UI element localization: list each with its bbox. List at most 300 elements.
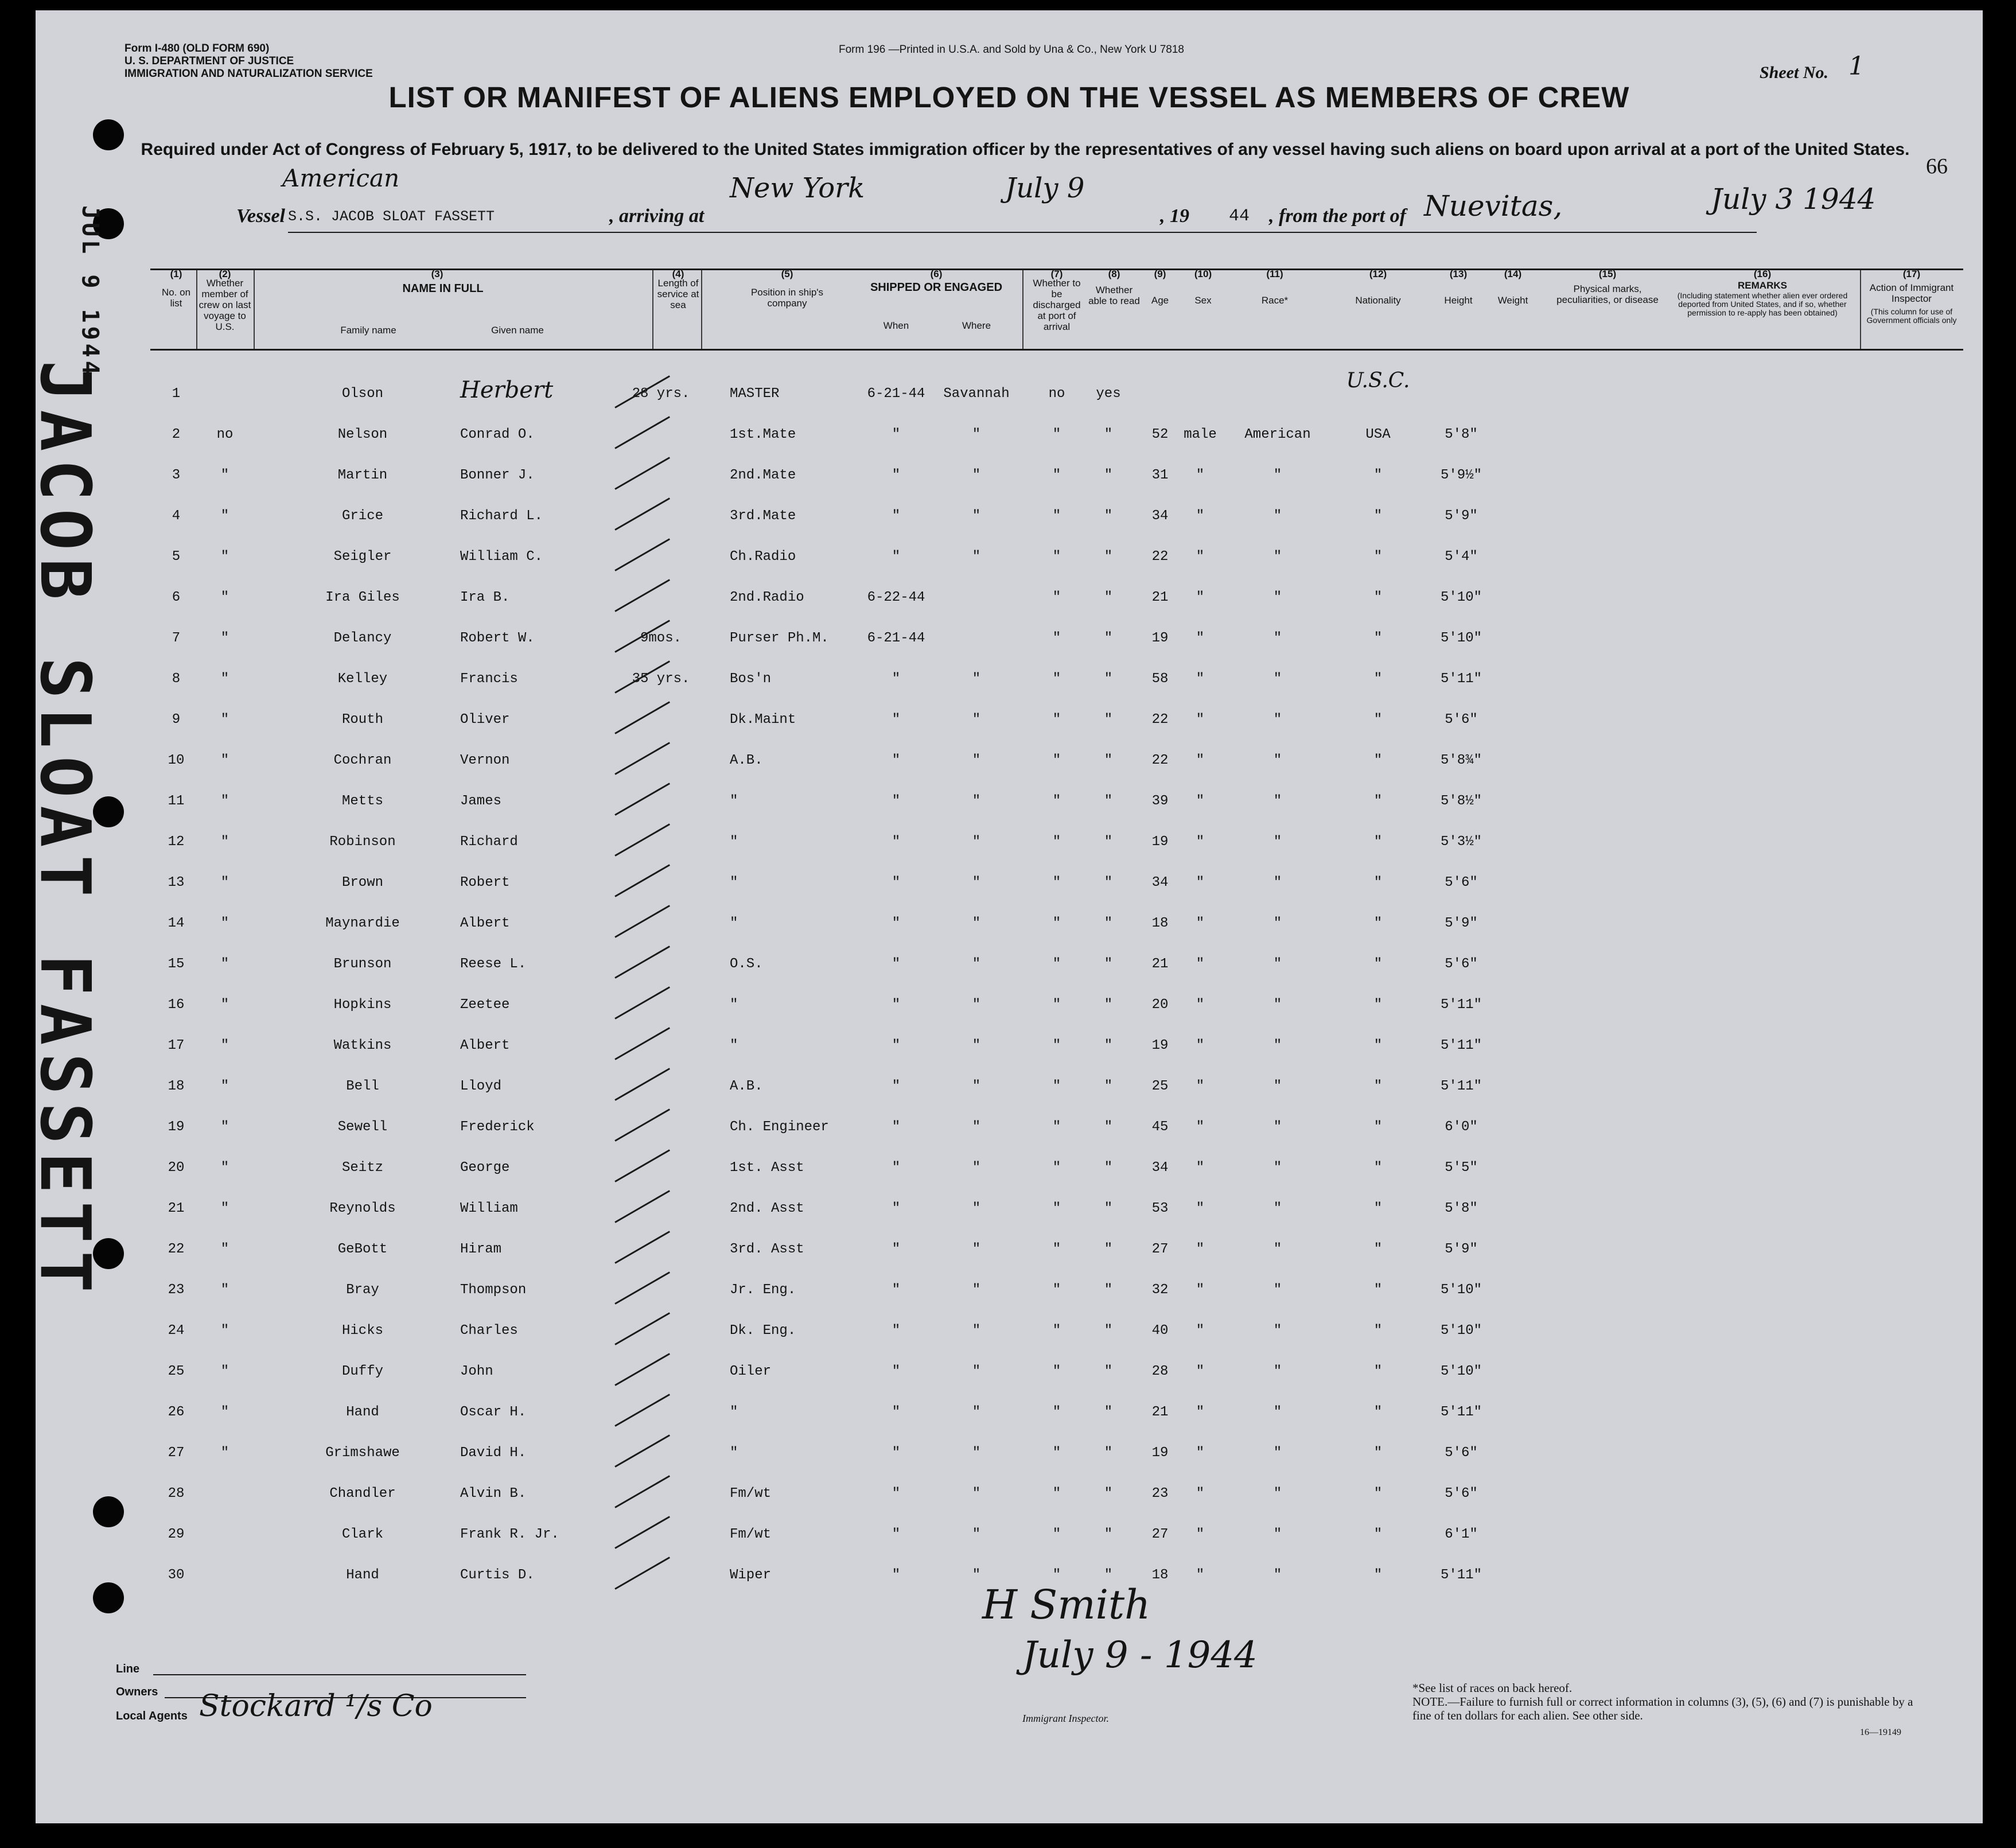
form-code: 16—19149: [1860, 1728, 1901, 1737]
position: ": [730, 916, 738, 931]
prev-voyage: ": [220, 1282, 229, 1298]
race: ": [1273, 1486, 1282, 1501]
row-number: 5: [172, 549, 181, 565]
check-mark: [614, 1475, 670, 1508]
able-to-read: ": [1104, 468, 1113, 483]
check-mark: [614, 986, 670, 1020]
row-number: 14: [168, 916, 185, 931]
owners-label: Owners: [116, 1686, 158, 1698]
race: ": [1273, 631, 1282, 646]
prev-voyage: ": [220, 1038, 229, 1053]
line-label: Line: [116, 1663, 140, 1675]
vessel-label: Vessel: [236, 205, 285, 227]
given-name: William C.: [460, 549, 543, 565]
shipped-when: ": [892, 1079, 901, 1094]
shipped-where: ": [972, 1201, 981, 1216]
height: 5'11": [1440, 1567, 1482, 1583]
vessel-name: S.S. JACOB SLOAT FASSETT: [288, 208, 495, 225]
race: ": [1273, 1201, 1282, 1216]
agents-value: Stockard ¹/s Co: [199, 1689, 433, 1723]
shipped-where: Savannah: [943, 386, 1010, 402]
discharged: ": [1052, 1282, 1061, 1298]
col-head-when: When: [883, 320, 909, 331]
col-head-height: Height: [1444, 295, 1473, 306]
nationality: ": [1373, 549, 1383, 565]
age: 22: [1151, 753, 1169, 768]
shipped-when: ": [892, 1201, 901, 1216]
check-mark: [614, 823, 670, 857]
check-mark: [614, 1149, 670, 1182]
family-name: Seigler: [333, 549, 392, 565]
sex: ": [1196, 1323, 1205, 1339]
nationality: ": [1373, 1282, 1383, 1298]
race: ": [1273, 1119, 1282, 1135]
prev-voyage: ": [220, 549, 229, 565]
given-name: George: [460, 1160, 510, 1176]
age: 28: [1151, 1364, 1169, 1379]
height: 5'8¾": [1440, 753, 1482, 768]
shipped-where: ": [972, 1527, 981, 1542]
prev-voyage: no: [216, 427, 233, 442]
race: ": [1273, 875, 1282, 890]
height: 5'9": [1445, 1242, 1478, 1257]
col-divider: [1022, 270, 1023, 349]
discharged: ": [1052, 1160, 1061, 1176]
able-to-read: ": [1104, 753, 1113, 768]
able-to-read: ": [1104, 427, 1113, 442]
discharged: ": [1052, 997, 1061, 1013]
prev-voyage: ": [220, 834, 229, 850]
prev-voyage: ": [220, 712, 229, 727]
row-number: 17: [168, 1038, 185, 1053]
able-to-read: ": [1104, 1527, 1113, 1542]
able-to-read: ": [1104, 1486, 1113, 1501]
shipped-where: ": [972, 916, 981, 931]
age: 22: [1151, 712, 1169, 727]
check-mark: [614, 1394, 670, 1427]
shipped-where: ": [972, 508, 981, 524]
given-name: Lloyd: [460, 1079, 502, 1094]
prev-voyage: ": [220, 1119, 229, 1135]
given-name: Alvin B.: [460, 1486, 527, 1501]
col-num-14: (14): [1504, 269, 1522, 279]
nationality: ": [1373, 1486, 1383, 1501]
age: 19: [1151, 1445, 1169, 1461]
row-number: 7: [172, 631, 181, 646]
year-label: , 19: [1160, 205, 1189, 227]
check-mark: [614, 538, 670, 571]
able-to-read: ": [1104, 1364, 1113, 1379]
prev-voyage: ": [220, 631, 229, 646]
row-number: 24: [168, 1323, 185, 1339]
check-mark: [614, 1231, 670, 1264]
shipped-where: ": [972, 834, 981, 850]
height: 5'10": [1440, 1282, 1482, 1298]
family-name: Cochran: [333, 753, 392, 768]
from-port: Nuevitas,: [1424, 189, 1563, 223]
nationality: ": [1373, 875, 1383, 890]
shipped-where: ": [972, 712, 981, 727]
shipped-where: ": [972, 1282, 981, 1298]
family-name: Kelley: [337, 671, 388, 687]
height: 5'10": [1440, 1323, 1482, 1339]
able-to-read: ": [1104, 834, 1113, 850]
able-to-read: ": [1104, 712, 1113, 727]
age: 58: [1151, 671, 1169, 687]
discharged: no: [1048, 386, 1065, 402]
page-title: LIST OR MANIFEST OF ALIENS EMPLOYED ON THE VESSEL AS MEMBERS OF CREW: [388, 81, 1630, 114]
sex: ": [1196, 1364, 1205, 1379]
race: ": [1273, 834, 1282, 850]
col-head-no: No. on list: [161, 287, 191, 309]
race: ": [1273, 468, 1282, 483]
shipped-when: ": [892, 1364, 901, 1379]
page-number: 66: [1926, 154, 1948, 178]
shipped-when: ": [892, 997, 901, 1013]
able-to-read: ": [1104, 793, 1113, 809]
age: 32: [1151, 1282, 1169, 1298]
family-name: Maynardie: [325, 916, 400, 931]
family-name: Hand: [346, 1567, 379, 1583]
row-number: 8: [172, 671, 181, 687]
row-number: 13: [168, 875, 185, 890]
race: ": [1273, 1282, 1282, 1298]
race: ": [1273, 1364, 1282, 1379]
discharged: ": [1052, 590, 1061, 605]
check-mark: [614, 1271, 670, 1305]
discharged: ": [1052, 671, 1061, 687]
given-name: William: [460, 1201, 518, 1216]
col-head-remarks-note: (Including statement whether alien ever ordered deported from United States, and if so, whether permission to re-apply has been obtained): [1677, 291, 1848, 317]
able-to-read: ": [1104, 1323, 1113, 1339]
prev-voyage: ": [220, 1201, 229, 1216]
height: 5'6": [1445, 956, 1478, 972]
row-number: 9: [172, 712, 181, 727]
check-mark: [614, 1312, 670, 1345]
position: Ch.Radio: [730, 549, 796, 565]
discharged: ": [1052, 1567, 1061, 1583]
discharged: ": [1052, 916, 1061, 931]
family-name: GeBott: [337, 1242, 388, 1257]
sheet-label: Sheet No.: [1760, 63, 1828, 82]
shipped-where: ": [972, 1079, 981, 1094]
age: 25: [1151, 1079, 1169, 1094]
nationality: ": [1373, 1527, 1383, 1542]
col-head-remarks: REMARKS: [1738, 280, 1787, 291]
discharged: ": [1052, 508, 1061, 524]
nationality: ": [1373, 956, 1383, 972]
given-name: Frank R. Jr.: [460, 1527, 559, 1542]
side-vessel-name: JACOB SLOAT FASSETT: [25, 360, 104, 1301]
shipped-when: ": [892, 671, 901, 687]
family-name: Olson: [341, 386, 383, 402]
able-to-read: ": [1104, 1119, 1113, 1135]
col-head-prev-voyage: Whether member of crew on last voyage to U.S.: [199, 278, 251, 332]
col-num-3: (3): [431, 269, 443, 279]
able-to-read: ": [1104, 1445, 1113, 1461]
height: 5'3½": [1440, 834, 1482, 850]
given-name: Robert: [460, 875, 510, 890]
race: ": [1273, 1323, 1282, 1339]
discharged: ": [1052, 1038, 1061, 1053]
shipped-where: ": [972, 997, 981, 1013]
given-name: Frederick: [460, 1119, 535, 1135]
shipped-when: ": [892, 875, 901, 890]
able-to-read: ": [1104, 1242, 1113, 1257]
col-head-nationality: Nationality: [1355, 295, 1401, 306]
able-to-read: ": [1104, 1079, 1113, 1094]
discharged: ": [1052, 427, 1061, 442]
sex: ": [1196, 753, 1205, 768]
check-mark: [614, 783, 670, 816]
able-to-read: ": [1104, 1038, 1113, 1053]
check-mark: [614, 497, 670, 531]
discharged: ": [1052, 1119, 1061, 1135]
height: 5'9½": [1440, 468, 1482, 483]
nationality: ": [1373, 1445, 1383, 1461]
nationality: ": [1373, 997, 1383, 1013]
given-name: Zeetee: [460, 997, 510, 1013]
given-name: David H.: [460, 1445, 527, 1461]
shipped-when: ": [892, 712, 901, 727]
prev-voyage: ": [220, 1160, 229, 1176]
col-num-16: (16): [1753, 269, 1772, 279]
sex: ": [1196, 916, 1205, 931]
shipped-when: ": [892, 1405, 901, 1420]
given-name: Oliver: [460, 712, 510, 727]
nationality: U.S.C.: [1346, 369, 1410, 392]
arrival-year: 44: [1229, 207, 1250, 226]
shipped-where: ": [972, 1364, 981, 1379]
height: 6'0": [1445, 1119, 1478, 1135]
position: 1st.Mate: [730, 427, 796, 442]
family-name: Bell: [346, 1079, 379, 1094]
prev-voyage: ": [220, 916, 229, 931]
sex: ": [1196, 1486, 1205, 1501]
nationality: ": [1373, 753, 1383, 768]
discharged: ": [1052, 834, 1061, 850]
prev-voyage: ": [220, 997, 229, 1013]
given-name: Albert: [460, 916, 510, 931]
discharged: ": [1052, 956, 1061, 972]
line-underline: [153, 1674, 526, 1675]
age: 34: [1151, 875, 1169, 890]
col-num-2: (2): [219, 269, 231, 279]
row-number: 25: [168, 1364, 185, 1379]
shipped-where: ": [972, 1242, 981, 1257]
race: ": [1273, 916, 1282, 931]
position: ": [730, 997, 738, 1013]
sex: ": [1196, 1445, 1205, 1461]
race: ": [1273, 671, 1282, 687]
family-name: Delancy: [333, 631, 392, 646]
check-mark: [614, 457, 670, 490]
row-number: 10: [168, 753, 185, 768]
position: 3rd. Asst: [730, 1242, 804, 1257]
family-name: Grimshawe: [325, 1445, 400, 1461]
family-name: Martin: [337, 468, 388, 483]
discharged: ": [1052, 1242, 1061, 1257]
row-number: 15: [168, 956, 185, 972]
prev-voyage: ": [220, 1405, 229, 1420]
position: ": [730, 793, 738, 809]
col-divider: [254, 270, 255, 349]
family-name: Chandler: [329, 1486, 396, 1501]
sex: ": [1196, 1201, 1205, 1216]
col-divider: [196, 270, 197, 349]
race: ": [1273, 549, 1282, 565]
position: Fm/wt: [730, 1486, 772, 1501]
height: 5'11": [1440, 1079, 1482, 1094]
sex: ": [1196, 875, 1205, 890]
check-mark: [614, 1434, 670, 1468]
shipped-where: ": [972, 1405, 981, 1420]
check-mark: [614, 1353, 670, 1386]
nationality: ": [1373, 1323, 1383, 1339]
family-name: Duffy: [341, 1364, 383, 1379]
age: 27: [1151, 1527, 1169, 1542]
sex: ": [1196, 834, 1205, 850]
prev-voyage: ": [220, 956, 229, 972]
row-number: 2: [172, 427, 181, 442]
age: 20: [1151, 997, 1169, 1013]
family-name: Seitz: [341, 1160, 383, 1176]
check-mark: [614, 1108, 670, 1142]
prev-voyage: ": [220, 1242, 229, 1257]
position: O.S.: [730, 956, 763, 972]
position: Oiler: [730, 1364, 772, 1379]
shipped-when: ": [892, 549, 901, 565]
nationality: ": [1373, 590, 1383, 605]
shipped-where: ": [972, 1567, 981, 1583]
printer-line: Form 196 —Printed in U.S.A. and Sold by Una & Co., New York U 7818: [839, 44, 1184, 56]
discharged: ": [1052, 1527, 1061, 1542]
sex: ": [1196, 793, 1205, 809]
discharged: ": [1052, 793, 1061, 809]
given-name: Hiram: [460, 1242, 502, 1257]
able-to-read: ": [1104, 671, 1113, 687]
col-num-6: (6): [930, 269, 943, 279]
age: 19: [1151, 631, 1169, 646]
prev-voyage: ": [220, 793, 229, 809]
family-name: Robinson: [329, 834, 396, 850]
discharged: ": [1052, 1405, 1061, 1420]
height: 5'10": [1440, 631, 1482, 646]
row-number: 16: [168, 997, 185, 1013]
row-number: 23: [168, 1282, 185, 1298]
sex: ": [1196, 1119, 1205, 1135]
row-number: 21: [168, 1201, 185, 1216]
age: 52: [1151, 427, 1169, 442]
col-num-5: (5): [781, 269, 793, 279]
shipped-when: ": [892, 1527, 901, 1542]
age: 34: [1151, 1160, 1169, 1176]
row-number: 26: [168, 1405, 185, 1420]
col-num-17: (17): [1902, 269, 1921, 279]
discharged: ": [1052, 753, 1061, 768]
family-name: Hicks: [341, 1323, 383, 1339]
shipped-where: ": [972, 1160, 981, 1176]
able-to-read: ": [1104, 956, 1113, 972]
nationality: ": [1373, 1160, 1383, 1176]
sex: male: [1184, 427, 1217, 442]
nationality: ": [1373, 1201, 1383, 1216]
row-number: 4: [172, 508, 181, 524]
given-name: Francis: [460, 671, 518, 687]
col-head-service: Length of service at sea: [657, 278, 699, 310]
shipped-where: ": [972, 1323, 981, 1339]
penalty-note: NOTE.—Failure to furnish full or correct information in columns (3), (5), (6) and (7) is punishable by a fine of ten dollars for each alien. See other side.: [1412, 1695, 1913, 1722]
col-num-13: (13): [1449, 269, 1468, 279]
row-number: 19: [168, 1119, 185, 1135]
shipped-when: ": [892, 508, 901, 524]
able-to-read: ": [1104, 590, 1113, 605]
age: 21: [1151, 956, 1169, 972]
nationality: ": [1373, 1079, 1383, 1094]
height: 6'1": [1445, 1527, 1478, 1542]
row-number: 18: [168, 1079, 185, 1094]
shipped-where: ": [972, 1486, 981, 1501]
shipped-when: 6-21-44: [867, 631, 925, 646]
position: MASTER: [730, 386, 780, 402]
check-mark: [614, 579, 670, 612]
race: ": [1273, 1079, 1282, 1094]
signature-caption: Immigrant Inspector.: [1022, 1713, 1109, 1724]
sheet-number: 1: [1848, 52, 1865, 81]
family-name: Hopkins: [333, 997, 392, 1013]
sex: ": [1196, 1405, 1205, 1420]
row-number: 11: [168, 793, 185, 809]
arriving-label: , arriving at: [609, 205, 705, 227]
shipped-when: ": [892, 1160, 901, 1176]
row-number: 30: [168, 1567, 185, 1583]
sex: ": [1196, 631, 1205, 646]
shipped-when: ": [892, 427, 901, 442]
height: 5'8": [1445, 427, 1478, 442]
col-num-9: (9): [1154, 269, 1166, 279]
position: Bos'n: [730, 671, 772, 687]
height: 5'10": [1440, 1364, 1482, 1379]
form-number: Form I-480 (OLD FORM 690): [124, 42, 270, 55]
shipped-when: ": [892, 1567, 901, 1583]
position: 3rd.Mate: [730, 508, 796, 524]
col-num-10: (10): [1194, 269, 1212, 279]
service-length: 9mos.: [640, 631, 682, 646]
race: ": [1273, 590, 1282, 605]
discharged: ": [1052, 1364, 1061, 1379]
position: ": [730, 834, 738, 850]
shipped-where: ": [972, 793, 981, 809]
position: ": [730, 1405, 738, 1420]
col-head-sex: Sex: [1194, 295, 1212, 306]
given-name: Thompson: [460, 1282, 527, 1298]
header-bottom-rule: [150, 349, 1963, 351]
punch-hole: [93, 119, 124, 150]
shipped-where: ": [972, 549, 981, 565]
row-number: 20: [168, 1160, 185, 1176]
race: ": [1273, 1567, 1282, 1583]
col-num-11: (11): [1266, 269, 1283, 279]
able-to-read: ": [1104, 1282, 1113, 1298]
age: 19: [1151, 834, 1169, 850]
nationality: ": [1373, 1242, 1383, 1257]
shipped-where: ": [972, 671, 981, 687]
given-name: Ira B.: [460, 590, 510, 605]
nationality: ": [1373, 712, 1383, 727]
col-num-4: (4): [672, 269, 684, 279]
given-name: Robert W.: [460, 631, 535, 646]
check-mark: [614, 1557, 670, 1590]
